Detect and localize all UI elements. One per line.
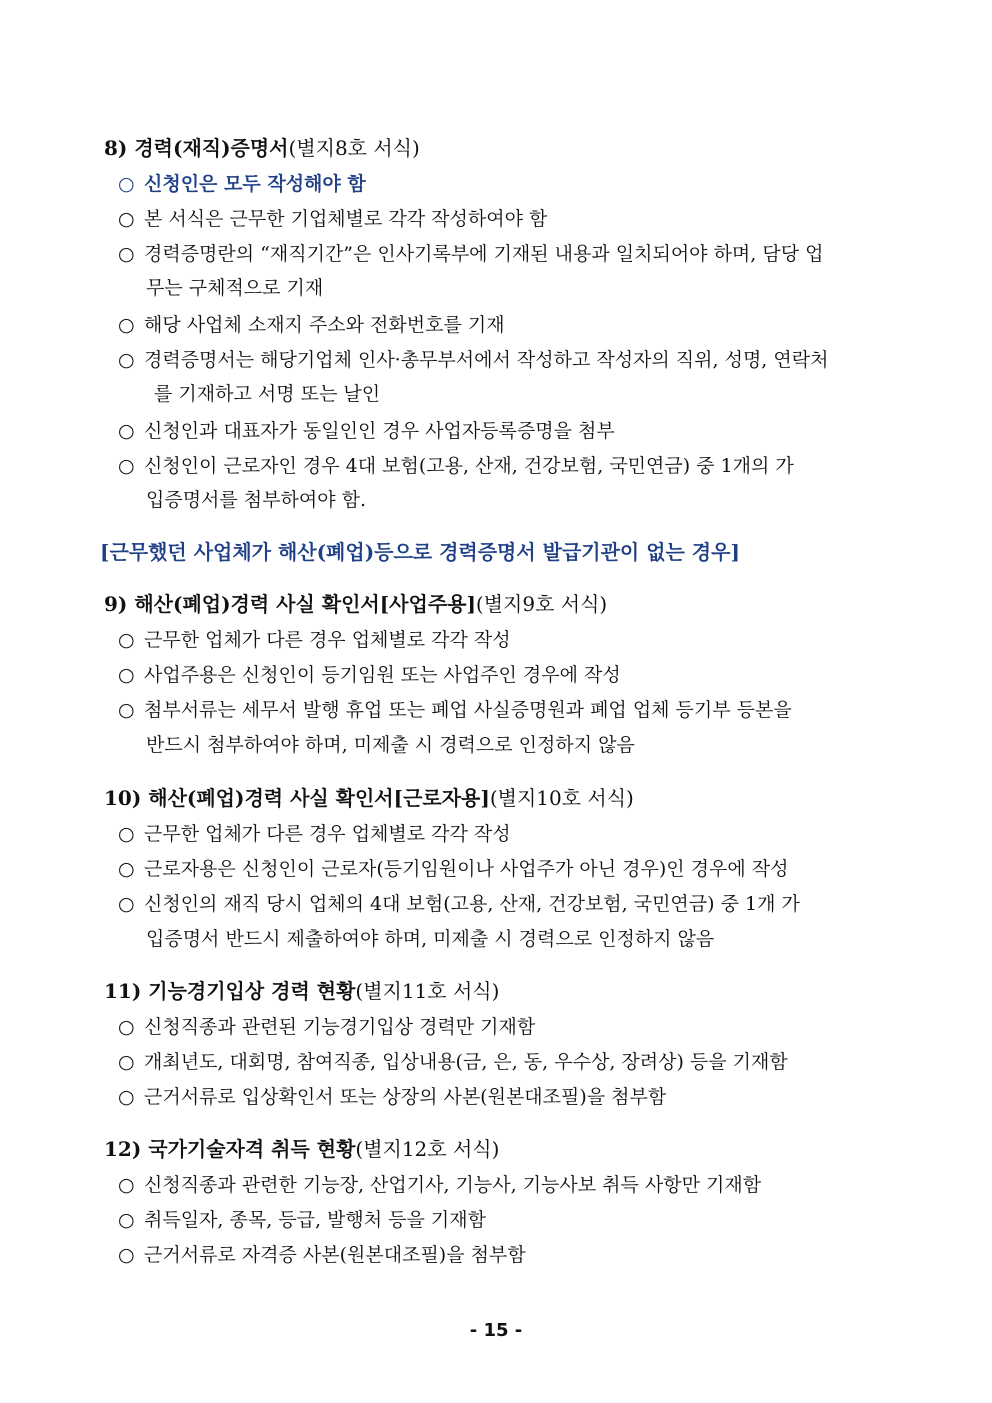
bullet-mark: ○ xyxy=(118,1086,135,1108)
bullet-mark: ○ xyxy=(118,1016,135,1038)
section-title-form: (별지10호 서식) xyxy=(489,786,634,810)
bullet-continuation: 무는 구체적으로 기재 xyxy=(146,277,324,299)
bullet-mark: ○ xyxy=(118,1051,135,1073)
bullet-mark: ○ xyxy=(118,314,135,336)
bullet-mark: ○ xyxy=(118,893,135,915)
list-item xyxy=(118,346,908,374)
bullet-mark: ○ xyxy=(118,858,135,880)
bullet-text: 신청인은 모두 작성해야 함 xyxy=(144,173,366,195)
section-12-title xyxy=(104,1135,499,1163)
list-item xyxy=(118,417,908,445)
bullet-text: 신청인이 근로자인 경우 4대 보험(고용, 산재, 건강보험, 국민연금) 중 1개의 가 xyxy=(144,455,794,477)
section-title-form: (별지8호 서식) xyxy=(288,136,420,160)
section-title-bold: 12) 국가기술자격 취득 현황 xyxy=(104,1137,356,1161)
list-item xyxy=(118,855,908,883)
bullet-text: 신청인과 대표자가 동일인인 경우 사업자등록증명을 첨부 xyxy=(144,420,615,442)
list-item xyxy=(118,452,908,480)
list-item xyxy=(118,1013,908,1041)
list-item xyxy=(118,1083,908,1111)
list-item xyxy=(118,1048,908,1076)
bullet-text: 근거서류로 자격증 사본(원본대조필)을 첨부함 xyxy=(144,1244,526,1266)
list-item xyxy=(118,1241,908,1269)
bullet-mark: ○ xyxy=(118,1209,135,1231)
list-item xyxy=(118,820,908,848)
list-item xyxy=(118,696,908,724)
bullet-text: 개최년도, 대회명, 참여직종, 입상내용(금, 은, 동, 우수상, 장려상) 등을 기재함 xyxy=(144,1051,788,1073)
bullet-text: 해당 사업체 소재지 주소와 전화번호를 기재 xyxy=(144,314,505,336)
section-title-form: (별지9호 서식) xyxy=(475,592,608,616)
list-item xyxy=(118,240,908,268)
bullet-mark: ○ xyxy=(118,420,135,442)
list-item xyxy=(118,1171,908,1199)
bullet-mark: ○ xyxy=(118,455,135,477)
list-item xyxy=(118,1206,908,1234)
section-8-title xyxy=(104,134,420,162)
bullet-mark: ○ xyxy=(118,243,135,265)
bullet-continuation: 입증명서 반드시 제출하여야 하며, 미제출 시 경력으로 인정하지 않음 xyxy=(146,928,715,950)
bullet-text: 신청직종과 관련된 기능경기입상 경력만 기재함 xyxy=(144,1016,536,1038)
bullet-text: 신청인의 재직 당시 업체의 4대 보험(고용, 산재, 건강보험, 국민연금) 중 1개 가 xyxy=(144,893,800,915)
bullet-mark: ○ xyxy=(118,1174,135,1196)
list-item xyxy=(118,311,908,339)
section-title-form: (별지11호 서식) xyxy=(355,979,500,1003)
bullet-mark: ○ xyxy=(118,208,135,230)
bullet-continuation: 반드시 첨부하여야 하며, 미제출 시 경력으로 인정하지 않음 xyxy=(146,734,635,756)
bullet-text: 근무한 업체가 다른 경우 업체별로 각각 작성 xyxy=(144,823,511,845)
section-title-form: (별지12호 서식) xyxy=(355,1137,500,1161)
list-item xyxy=(118,626,908,654)
section-10-title xyxy=(104,784,634,812)
section-title-bold: 11) 기능경기입상 경력 현황 xyxy=(104,979,356,1003)
bullet-mark: ○ xyxy=(118,699,135,721)
section-title-bold: 10) 해산(폐업)경력 사실 확인서[근로자용] xyxy=(104,786,490,810)
list-item xyxy=(118,661,908,689)
bullet-text: 신청직종과 관련한 기능장, 산업기사, 기능사, 기능사보 취득 사항만 기재함 xyxy=(144,1174,762,1196)
section-note: [근무했던 사업체가 해산(폐업)등으로 경력증명서 발급기관이 없는 경우] xyxy=(100,540,740,564)
list-item xyxy=(118,205,908,233)
list-item xyxy=(118,170,908,198)
list-item xyxy=(118,890,908,918)
bullet-text: 근로자용은 신청인이 근로자(등기임원이나 사업주가 아닌 경우)인 경우에 작성 xyxy=(144,858,789,880)
section-11-title xyxy=(104,977,499,1005)
section-title-bold: 9) 해산(폐업)경력 사실 확인서[사업주용] xyxy=(104,592,476,616)
bullet-mark: ○ xyxy=(118,629,135,651)
page-number: - 15 - xyxy=(469,1320,523,1341)
section-9-title xyxy=(104,590,607,618)
bullet-mark: ○ xyxy=(118,349,135,371)
bullet-text: 사업주용은 신청인이 등기임원 또는 사업주인 경우에 작성 xyxy=(144,664,621,686)
bullet-mark: ○ xyxy=(118,173,135,195)
bullet-text: 취득일자, 종목, 등급, 발행처 등을 기재함 xyxy=(144,1209,486,1231)
bullet-text: 근거서류로 입상확인서 또는 상장의 사본(원본대조필)을 첨부함 xyxy=(144,1086,667,1108)
bullet-text: 첨부서류는 세무서 발행 휴업 또는 폐업 사실증명원과 폐업 업체 등기부 등본을 xyxy=(144,699,792,721)
bullet-text: 근무한 업체가 다른 경우 업체별로 각각 작성 xyxy=(144,629,511,651)
bullet-text: 경력증명란의 “재직기간”은 인사기록부에 기재된 내용과 일치되어야 하며, 담당 업 xyxy=(144,243,824,265)
bullet-mark: ○ xyxy=(118,1244,135,1266)
bullet-continuation: 입증명서를 첨부하여야 함. xyxy=(146,489,367,511)
bullet-continuation: 를 기재하고 서명 또는 날인 xyxy=(154,383,381,405)
bullet-mark: ○ xyxy=(118,664,135,686)
bullet-mark: ○ xyxy=(118,823,135,845)
bullet-text: 본 서식은 근무한 기업체별로 각각 작성하여야 함 xyxy=(144,208,548,230)
bullet-text: 경력증명서는 해당기업체 인사·총무부서에서 작성하고 작성자의 직위, 성명, 연락처 xyxy=(144,349,829,371)
section-title-bold: 8) 경력(재직)증명서 xyxy=(104,136,289,160)
